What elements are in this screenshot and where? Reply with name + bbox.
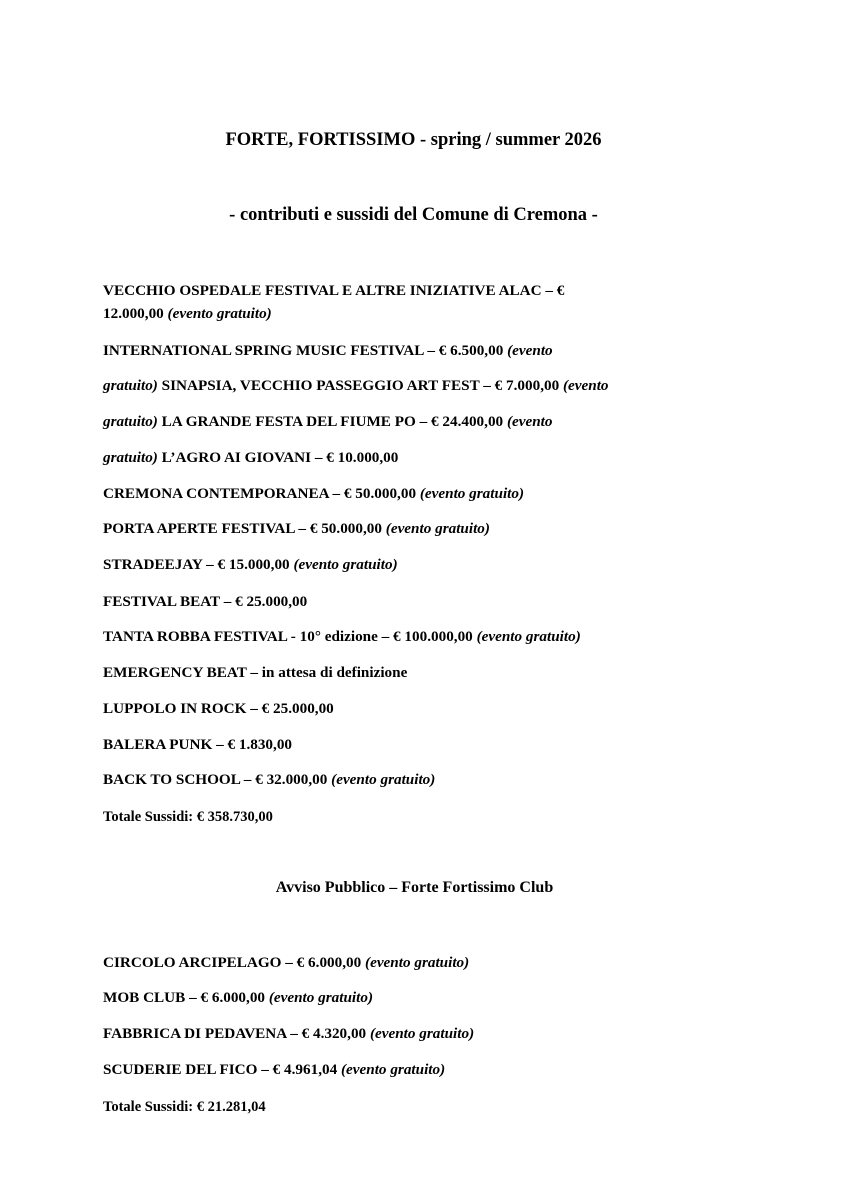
list-item: CIRCOLO ARCIPELAGO – € 6.000,00 (evento gratuito) (103, 954, 470, 971)
list-item: FABBRICA DI PEDAVENA – € 4.320,00 (evento gratuito) (103, 1025, 475, 1042)
list-item: TANTA ROBBA FESTIVAL - 10° edizione – € 100.000,00 (evento gratuito) (103, 628, 581, 645)
list-item: gratuito) L’AGRO AI GIOVANI – € 10.000,00 (103, 449, 399, 466)
total-subsidies: Totale Sussidi: € 21.281,04 (103, 1099, 266, 1115)
list-item: gratuito) LA GRANDE FESTA DEL FIUME PO – € 24.400,00 (evento (103, 413, 553, 430)
list-item: STRADEEJAY – € 15.000,00 (evento gratuito) (103, 556, 398, 573)
list-item: BACK TO SCHOOL – € 32.000,00 (evento gratuito) (103, 771, 436, 788)
list-item: gratuito) SINAPSIA, VECCHIO PASSEGGIO ART FEST – € 7.000,00 (evento (103, 377, 609, 394)
list-item: BALERA PUNK – € 1.830,00 (103, 736, 293, 753)
list-item: PORTA APERTE FESTIVAL – € 50.000,00 (evento gratuito) (103, 520, 490, 537)
list-item: CREMONA CONTEMPORANEA – € 50.000,00 (evento gratuito) (103, 485, 525, 502)
section-title: Avviso Pubblico – Forte Fortissimo Club (275, 879, 554, 896)
total-subsidies: Totale Sussidi: € 358.730,00 (103, 809, 273, 825)
list-item: MOB CLUB – € 6.000,00 (evento gratuito) (103, 989, 374, 1006)
list-item: 12.000,00 (evento gratuito) (103, 305, 272, 322)
list-item: VECCHIO OSPEDALE FESTIVAL E ALTRE INIZIATIVE ALAC – € (103, 282, 565, 299)
document-subtitle: - contributi e sussidi del Comune di Cremona - (229, 205, 598, 225)
list-item: FESTIVAL BEAT – € 25.000,00 (103, 593, 308, 610)
list-item: SCUDERIE DEL FICO – € 4.961,04 (evento gratuito) (103, 1061, 446, 1078)
list-item: EMERGENCY BEAT – in attesa di definizione (103, 664, 408, 681)
document-title: FORTE, FORTISSIMO - spring / summer 2026 (225, 130, 602, 150)
list-item: INTERNATIONAL SPRING MUSIC FESTIVAL – € 6.500,00 (evento (103, 342, 553, 359)
list-item: LUPPOLO IN ROCK – € 25.000,00 (103, 700, 334, 717)
